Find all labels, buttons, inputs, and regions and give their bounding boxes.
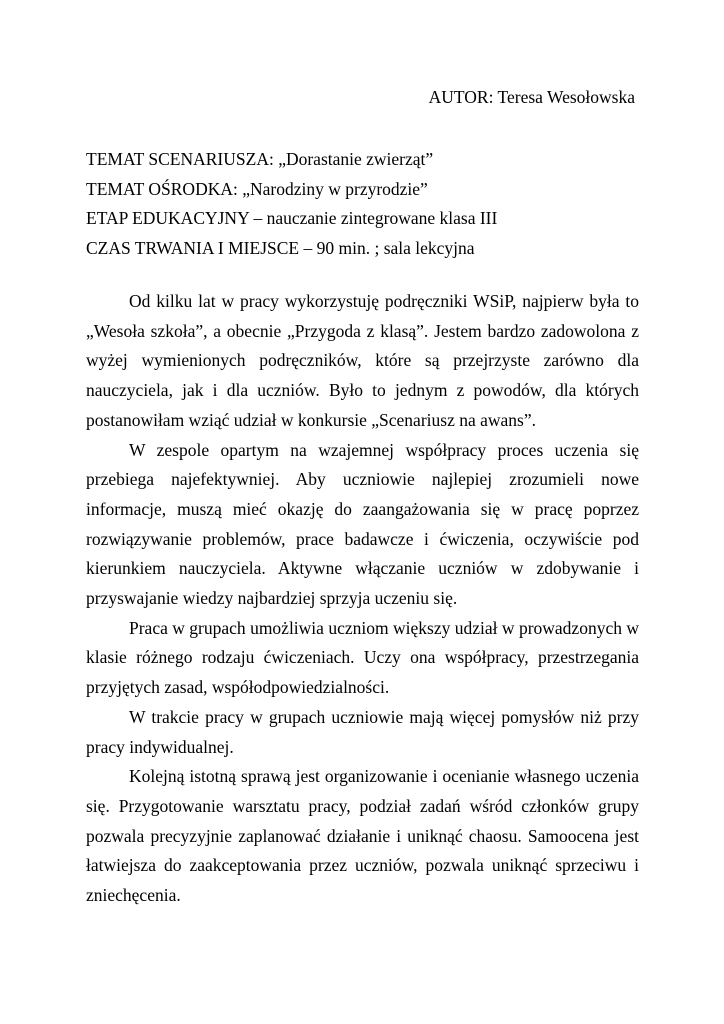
paragraph-intro: Od kilku lat w pracy wykorzystuję podręczniki WSiP, najpierw była to „Wesoła szkoła”, a obecnie „Przygoda z klasą”. Jestem bardzo zadowolona z wyżej wymienionych podręczników, które są przejrzyste zarówno dla nauczyciela, jak i dla uczniów. Było to jednym z powodów, dla których postanowiłam wziąć udział w konkursie „Scenariusz na awans”. <box>86 291 639 430</box>
paragraph-self-assessment: Kolejną istotną sprawą jest organizowanie i ocenianie własnego uczenia się. Przygotowanie warsztatu pracy, podział zadań wśród członków grupy pozwala precyzyjnie zaplanować działanie i uniknąć chaosu. Samoocena jest łatwiejsza do zaakceptowania przez uczniów, pozwala uniknąć sprzeciwu i zniechęcenia. <box>86 766 639 906</box>
scenario-metadata <box>86 145 646 263</box>
meta-topic-center: TEMAT OŚRODKA: „Narodziny w przyrodzie” <box>86 178 428 199</box>
document-body <box>86 287 639 911</box>
meta-education-stage: ETAP EDUKACYJNY – nauczanie zintegrowane klasa III <box>86 208 498 228</box>
meta-topic-scenario: TEMAT SCENARIUSZA: „Dorastanie zwierząt” <box>86 149 434 169</box>
paragraph-group-work: Praca w grupach umożliwia uczniom większy udział w prowadzonych w klasie różnego rodzaju ćwiczeniach. Uczy ona współpracy, przestrzegania przyjętych zasad, współodpowiedzialności. <box>86 617 639 698</box>
meta-duration-place: CZAS TRWANIA I MIEJSCE – 90 min. ; sala lekcyjna <box>86 237 475 258</box>
paragraph-ideas: W trakcie pracy w grupach uczniowie mają więcej pomysłów niż przy pracy indywidualnej. <box>86 706 639 757</box>
author-line: AUTOR: Teresa Wesołowska <box>428 87 635 107</box>
paragraph-cooperation: W zespole opartym na wzajemnej współpracy proces uczenia się przebiega najefektywniej. Aby uczniowie najlepiej zrozumieli nowe informacje, muszą mieć okazję do zaangażowania się w pracę poprzez rozwiązywanie problemów, prace badawcze i ćwiczenia, oczywiście pod kierunkiem nauczyciela. Aktywne włączanie uczniów w zdobywanie i przyswajanie wiedzy najbardziej sprzyja uczeniu się. <box>86 439 639 609</box>
